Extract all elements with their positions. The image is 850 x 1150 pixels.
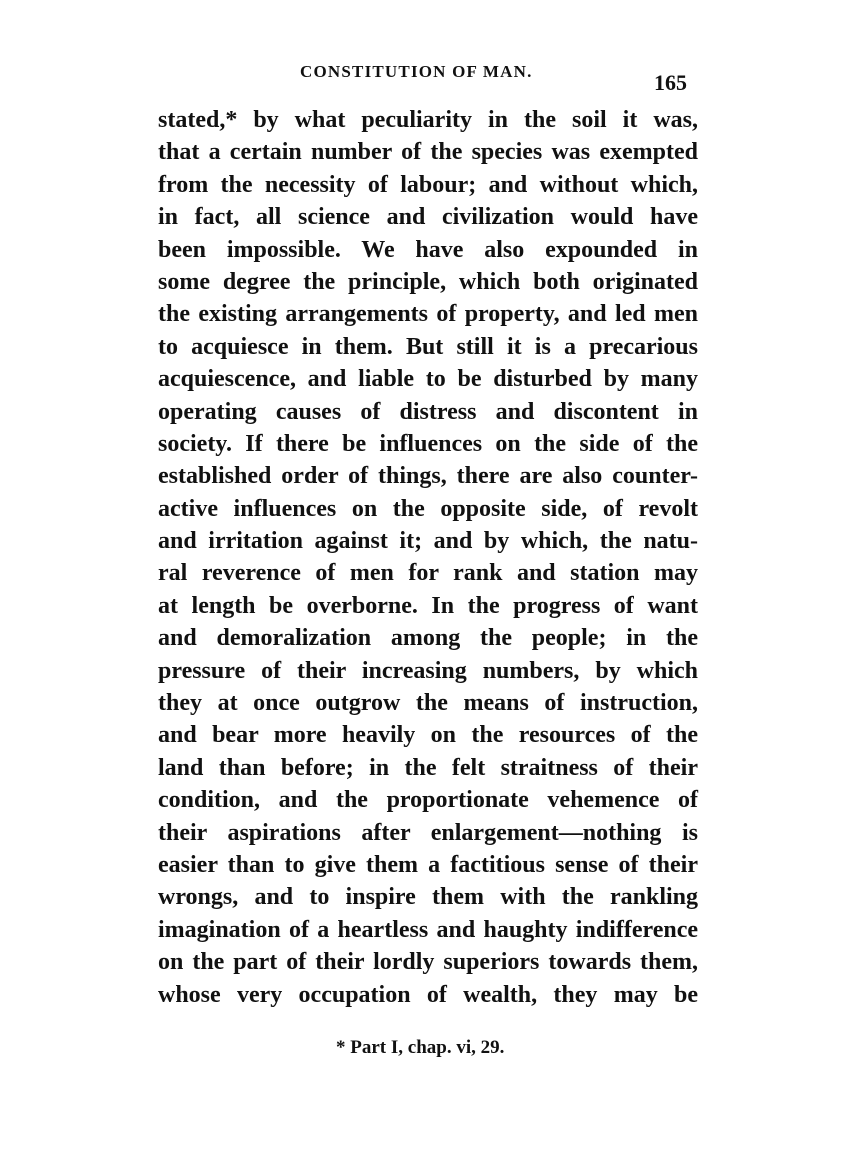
text-line: to acquiesce in them. But still it is a precarious	[158, 333, 698, 360]
text-line: pressure of their increasing numbers, by which	[158, 657, 698, 684]
running-head: CONSTITUTION OF MAN.	[300, 62, 533, 81]
text-line: some degree the principle, which both originated	[158, 268, 698, 295]
text-line: operating causes of distress and discontent in	[158, 398, 698, 425]
text-line: been impossible. We have also expounded in	[158, 236, 698, 263]
text-line: active influences on the opposite side, of revolt	[158, 495, 698, 522]
text-line: that a certain number of the species was exempted	[158, 139, 698, 166]
text-line: their aspirations after enlargement—nothing is	[158, 819, 698, 846]
text-line: at length be overborne. In the progress of want	[158, 592, 698, 619]
text-line: they at once outgrow the means of instruction,	[158, 690, 698, 717]
text-line: condition, and the proportionate vehemence of	[158, 787, 698, 814]
footnote: * Part I, chap. vi, 29.	[336, 1037, 505, 1058]
text-line: stated,* by what peculiarity in the soil it was,	[158, 107, 698, 133]
text-line: easier than to give them a factitious sense of their	[158, 851, 698, 878]
text-line: from the necessity of labour; and without which,	[158, 171, 698, 198]
text-line: on the part of their lordly superiors towards them,	[158, 949, 698, 976]
text-line: land than before; in the felt straitness of their	[158, 754, 698, 781]
body-text	[158, 104, 698, 1011]
text-line: established order of things, there are also counter-	[158, 463, 698, 490]
text-line: imagination of a heartless and haughty indifference	[158, 916, 698, 943]
text-line: society. If there be influences on the side of the	[158, 430, 698, 457]
page-number: 165	[654, 70, 687, 95]
text-line: and irritation against it; and by which, the natu-	[158, 528, 698, 555]
text-line: acquiescence, and liable to be disturbed by many	[158, 366, 698, 393]
text-line: ral reverence of men for rank and station may	[158, 560, 698, 587]
text-line: the existing arrangements of property, and led men	[158, 301, 698, 328]
text-line: wrongs, and to inspire them with the rankling	[158, 884, 698, 911]
text-line: in fact, all science and civilization would have	[158, 204, 698, 231]
text-line: and demoralization among the people; in the	[158, 625, 698, 652]
text-line: and bear more heavily on the resources of the	[158, 722, 698, 749]
text-line: whose very occupation of wealth, they may be	[158, 981, 698, 1008]
